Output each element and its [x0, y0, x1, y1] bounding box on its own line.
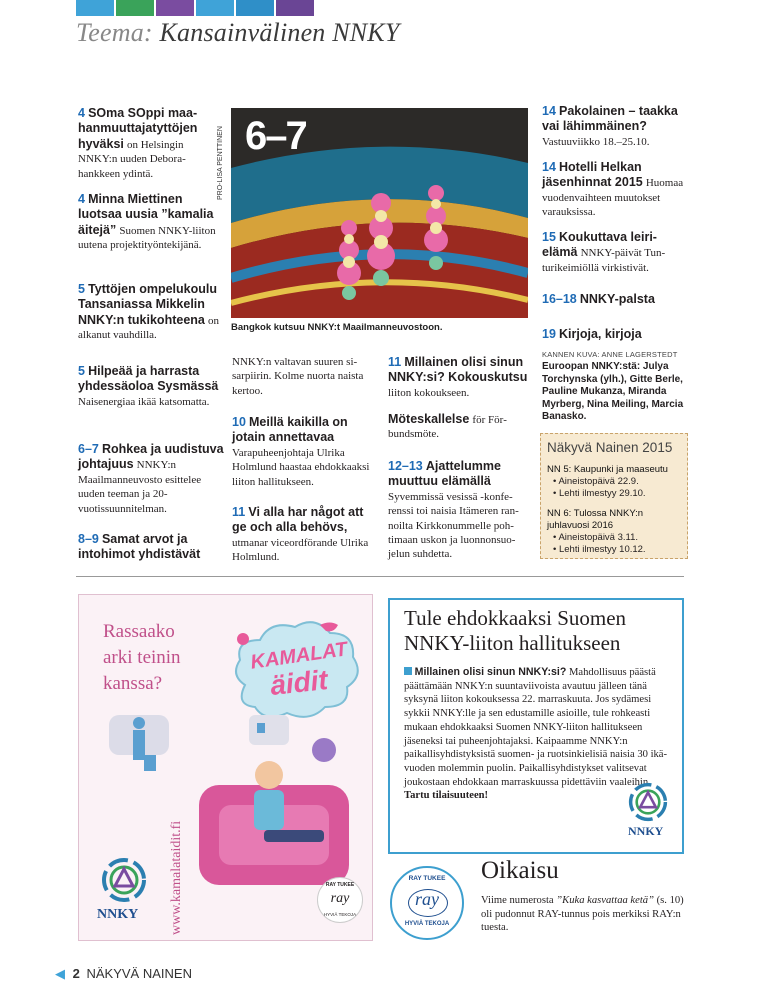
nnky-logo-icon: [101, 857, 147, 903]
toc-item[interactable]: [542, 327, 688, 342]
footer: [55, 966, 192, 982]
toc-headline: Meillä kaikilla on jotain annettavaa: [232, 415, 348, 445]
theme-title: Kansainvälinen NNKY: [159, 18, 400, 47]
toc-headline: Tyttöjen ompelukoulu Tansaniassa Mikkelin NNKY:n tukikohteena: [78, 282, 217, 327]
toc-headline: Millainen olisi sinun NNKY:si? Kokouskutsu: [388, 355, 528, 385]
toc-summary: Naisenergiaa ikää katsomatta.: [78, 395, 210, 408]
toc-headline: Minna Miettinen luotsaa uusia ”kamalia äitejä”: [78, 192, 214, 237]
toc-headline: Ajattelumme muuttuu elämällä: [388, 459, 501, 489]
candidate-title: Tule ehdokkaaksi Suomen NNKY-liiton hallitukseen: [404, 606, 627, 655]
toc-summary: Suomen NNKY-liiton uutena projektityöntekijänä.: [78, 224, 216, 252]
toc-headline: SOma SOppi maahanmuuttajatyttöjen hyväksi: [78, 106, 198, 151]
square-bullet-icon: [404, 667, 412, 675]
toc-headline: Samat arvot ja intohimot yhdistävät: [78, 532, 201, 562]
ad-question-line: kanssa?: [103, 673, 163, 694]
schedule-line: • Aineistopäivä 3.11.: [553, 532, 639, 543]
correction-text-a: Viime numerosta: [481, 895, 554, 906]
toc-item[interactable]: [78, 192, 224, 253]
toc-item: [232, 355, 380, 398]
cover-credit: [542, 350, 688, 424]
schedule-line: • Lehti ilmestyy 29.10.: [553, 488, 646, 499]
logo-word-kamalat: KAMALAT: [249, 638, 349, 674]
toc-headline: Pakolainen – taakka vai lähimmäinen?: [542, 104, 678, 134]
toc-page-number: 11: [232, 505, 246, 519]
nnky-wordmark: NNKY: [97, 907, 139, 922]
schedule-issue-name: NN 5: Kaupunki ja maaseutu: [547, 464, 668, 475]
nnky-wordmark: NNKY: [628, 824, 664, 838]
toc-page-number: 16–18: [542, 292, 577, 306]
toc-item[interactable]: [78, 442, 224, 516]
toc-page-number: 5: [78, 364, 85, 378]
color-tab: [116, 0, 154, 16]
color-tab: [156, 0, 194, 16]
photo-caption: Bangkok kutsuu NNKY:t Maailmanneuvostoon.: [231, 322, 443, 333]
page-number: 2: [72, 966, 80, 981]
correction-title: Oikaisu: [481, 857, 559, 884]
toc-summary: NNKY:n Maailmanneuvosto esittelee uuden teeman ja 20-vuotissuunnitelman.: [78, 459, 202, 515]
section-divider: [76, 576, 684, 577]
toc-page-number: 10: [232, 415, 246, 429]
candidate-text: Mahdollisuus päästä päättämään NNKY:n suuntaviivoista avautuu jälleen tänä syksynä liiton kokouksessa 22. marraskuuta. Jos sydämesi sykkii NNKY:lle ja sen edustamille asioille, tule rohkeasti mukaan ehdokkaaksi Suomen NNKY-liiton hallitukseen jäseneksi tai puheenjohtajaksi. Kaipaamme NNKY:n paikallisyhdistyksistä suomen- ja ruotsinkielisiä naisia 30 ikävuoden molemmin puolin. Paikallisyhdistykset valitsevat joukostaan ehdokkaan marraskuussa pidettäviin vaaleihin.: [404, 667, 668, 788]
toc-headline: Möteskallelse: [388, 412, 470, 426]
color-tab: [236, 0, 274, 16]
cover-photo: [231, 108, 528, 318]
logo-word-aidit: äidit: [268, 664, 330, 701]
toc-summary: NNKY:n valtavan suuren sisarpiirin. Kolme nuorta naista kertoo.: [232, 356, 364, 397]
color-tab: [276, 0, 314, 16]
photo-page-number: 6–7: [245, 114, 306, 158]
schedule-box: [540, 433, 688, 559]
schedule-line-text: Aineistopäivä 3.11.: [558, 532, 639, 543]
theme-label: Teema:: [76, 18, 153, 47]
cover-credit-text: Euroopan NNKY:stä: Julya Torchynska (ylh.), Gitte Berle, Pauline Mukanza, Miranda Myrberg, Nina Meiling, Marcia Banasko.: [542, 361, 684, 423]
candidate-lead: Millainen olisi sinun NNKY:si?: [414, 666, 567, 678]
toc-item[interactable]: [388, 459, 528, 562]
schedule-line-text: Lehti ilmestyy 10.12.: [558, 544, 646, 555]
toc-item[interactable]: [388, 412, 528, 442]
toc-item[interactable]: [78, 282, 224, 343]
schedule-line: • Lehti ilmestyy 10.12.: [553, 544, 646, 555]
toc-page-number: 4: [78, 192, 85, 206]
magazine-name: NÄKYVÄ NAINEN: [86, 966, 192, 981]
toc-item[interactable]: [78, 106, 224, 181]
correction-text: [481, 894, 686, 935]
schedule-issue-name: NN 6: Tulossa NNKY:n juhlavuosi 2016: [547, 508, 644, 531]
schedule-issue: [547, 464, 683, 500]
toc-headline: Koukuttava leirielämä: [542, 230, 657, 260]
toc-page-number: 14: [542, 160, 556, 174]
toc-item[interactable]: [542, 160, 688, 220]
toc-page-number: 6–7: [78, 442, 99, 456]
toc-page-number: 19: [542, 327, 556, 341]
toc-headline: Vi alla har något att ge och alla behövs,: [232, 505, 364, 535]
ray-logo-top: RAY TUKEE: [325, 882, 355, 888]
toc-item[interactable]: [542, 292, 688, 307]
website-url[interactable]: www.kamalataidit.fi: [169, 820, 184, 935]
ad-question: [103, 619, 181, 697]
toc-summary: Varapuheenjohtaja Ulrika Holmlund haastaa ehdokkaaksi liiton hallitukseen.: [232, 446, 370, 488]
schedule-line-text: Lehti ilmestyy 29.10.: [558, 488, 646, 499]
correction-article: ”Kuka kasvattaa ketä”: [556, 895, 654, 906]
toc-page-number: 11: [388, 355, 402, 369]
ad-question-line: Rassaako: [103, 621, 175, 642]
ray-logo-bottom: HYVIÄ TEKOJA: [404, 921, 450, 927]
schedule-title: Näkyvä Nainen 2015: [547, 440, 673, 455]
ray-logo-large: [390, 866, 464, 940]
toc-item[interactable]: [78, 532, 224, 563]
ray-logo-mid: ray: [330, 891, 350, 906]
toc-summary: NNKY-päivät Tunturikeimiöllä virkistivät.: [542, 247, 666, 274]
toc-headline: Hilpeää ja harrasta yhdessäoloa Sysmässä: [78, 364, 219, 394]
toc-summary: Vastuuviikko 18.–25.10.: [542, 135, 650, 148]
theme-heading: [76, 18, 400, 48]
toc-item[interactable]: [542, 230, 688, 275]
toc-headline: Hotelli Helkan jäsenhinnat 2015: [542, 160, 643, 190]
toc-page-number: 5: [78, 282, 85, 296]
toc-summary: Huomaa vuodenvaihteen muutokset varauksissa.: [542, 177, 684, 219]
toc-headline: Kirjoja, kirjoja: [559, 327, 642, 341]
toc-page-number: 8–9: [78, 532, 99, 546]
candidate-call-box: [388, 598, 684, 854]
toc-item[interactable]: [232, 415, 380, 489]
color-tab: [196, 0, 234, 16]
toc-item[interactable]: [388, 355, 528, 400]
toc-headline: Rohkea ja uudistuva johtajuus: [78, 442, 224, 472]
nnky-logo-icon: [628, 782, 668, 822]
toc-item[interactable]: [232, 505, 380, 565]
toc-summary: on Helsingin NNKY:n uuden Deborahankkeen ydintä.: [78, 138, 186, 180]
ray-logo-word: ray: [415, 889, 439, 909]
kamalat-aidit-ad[interactable]: [78, 594, 373, 941]
page-arrow-icon: ◀: [55, 966, 65, 981]
toc-page-number: 12–13: [388, 459, 423, 473]
schedule-line-text: Aineistopäivä 22.9.: [558, 476, 639, 487]
ray-logo: [317, 877, 363, 923]
toc-summary: för Förbundsmöte.: [388, 414, 507, 441]
toc-summary: utmanar viceordförande Ulrika Holmlund.: [232, 536, 369, 564]
toc-summary: on alkanut vauhdilla.: [78, 314, 219, 342]
toc-headline: NNKY-palsta: [579, 292, 655, 306]
toc-summary: Syvemmissä vesissä -konferenssi toi naisia Itämeren rannoilta Kirkkonummelle pohtimaan uskon ja luonnonsuojelun suhdetta.: [388, 490, 519, 561]
schedule-issue: [547, 508, 683, 556]
toc-summary: liiton kokoukseen.: [388, 386, 470, 399]
color-tab: [76, 0, 114, 16]
cover-credit-label: KANNEN KUVA: ANNE LAGERSTEDT: [542, 350, 678, 359]
toc-page-number: 15: [542, 230, 556, 244]
correction-text-b: (s. 10) oli pudonnut RAY-tunnus pois merkiksi RAY:n tuesta.: [481, 895, 684, 934]
toc-page-number: 4: [78, 106, 85, 120]
schedule-line: • Aineistopäivä 22.9.: [553, 476, 639, 487]
ray-logo-top: RAY TUKEE: [408, 875, 446, 882]
toc-item[interactable]: [78, 364, 224, 409]
photo-credit: PRO-LISA PENTTINEN: [217, 126, 224, 200]
ray-logo-bottom: HYVIÄ TEKOJA: [323, 912, 357, 917]
toc-item[interactable]: [542, 104, 688, 149]
ad-question-line: arki teinin: [103, 647, 181, 668]
candidate-closing: Tartu tilaisuuteen!: [404, 790, 489, 802]
toc-page-number: 14: [542, 104, 556, 118]
